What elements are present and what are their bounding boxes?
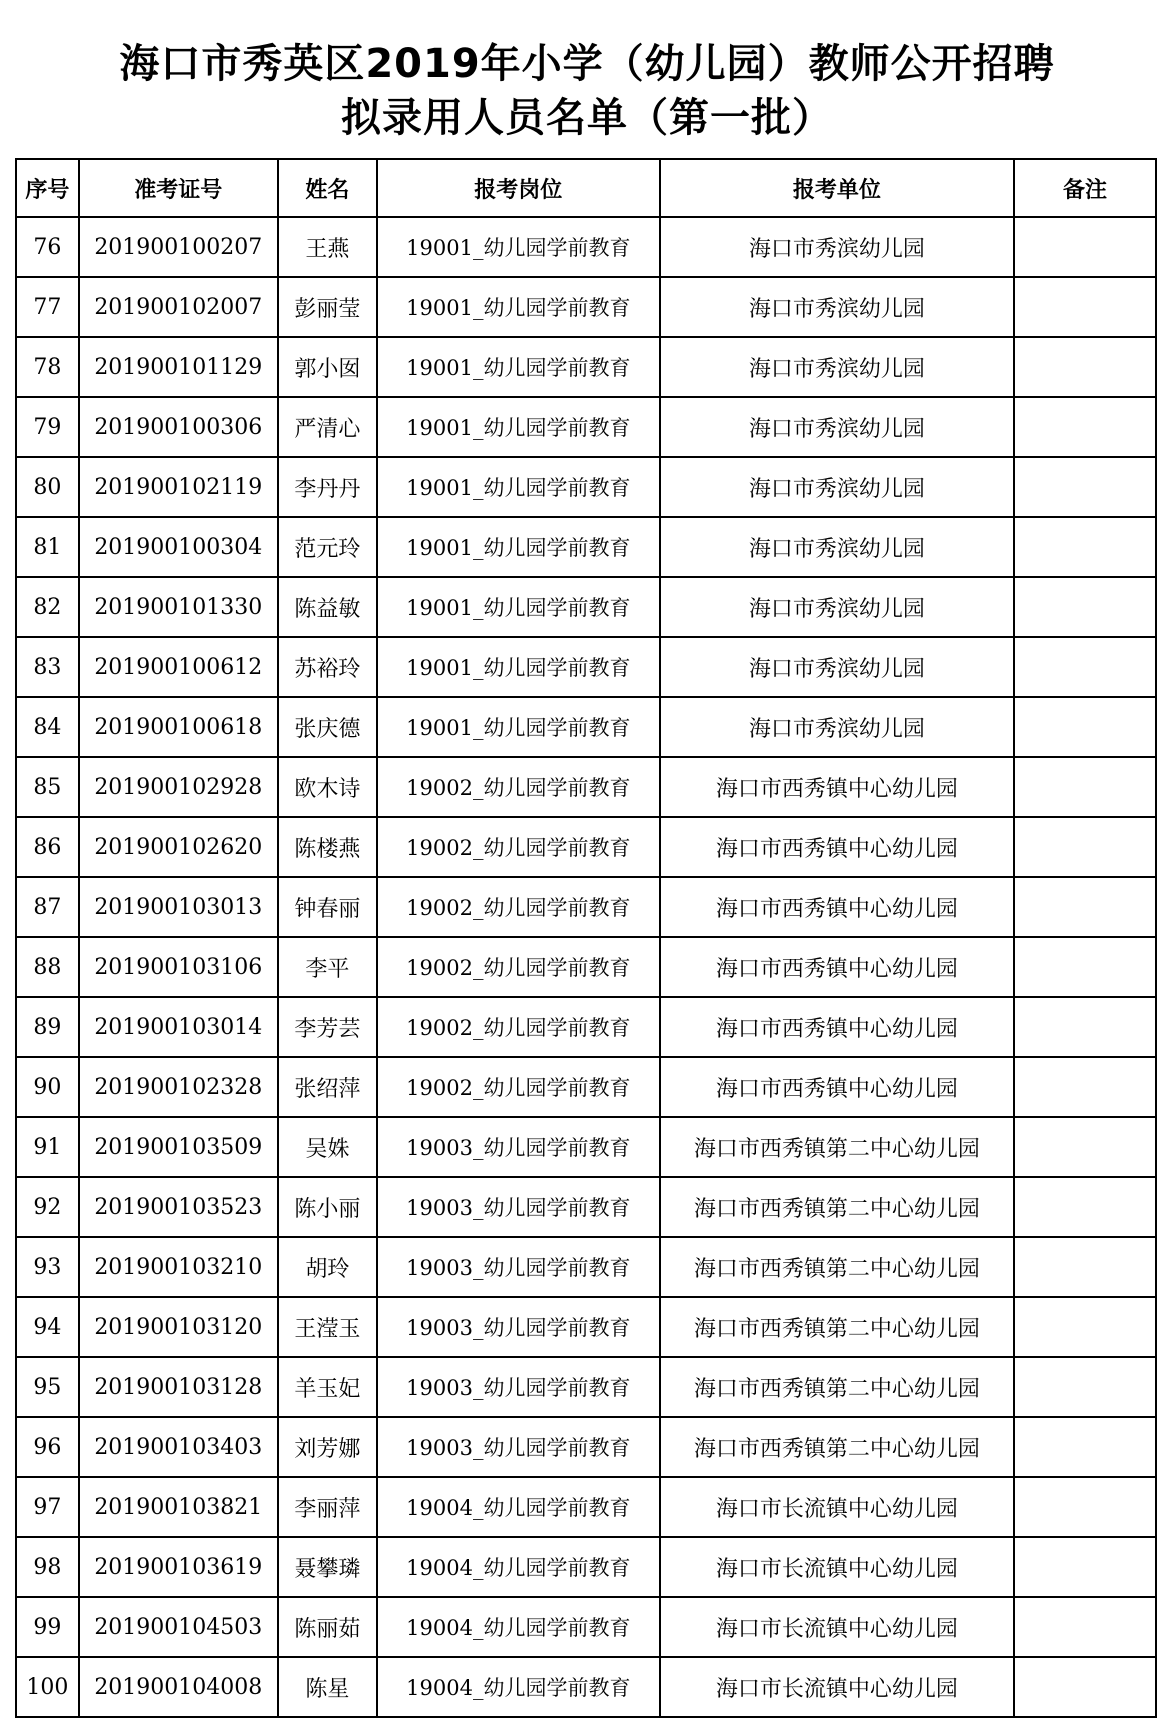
cell-unit: 海口市西秀镇中心幼儿园 [660, 757, 1014, 817]
cell-exam-id: 201900103120 [79, 1297, 278, 1357]
cell-post: 19004_幼儿园学前教育 [377, 1537, 660, 1597]
cell-serial-number: 86 [16, 817, 79, 877]
cell-note [1014, 757, 1156, 817]
table-row [16, 277, 1156, 337]
cell-exam-id: 201900103509 [79, 1117, 278, 1177]
header-note: 备注 [1014, 159, 1156, 217]
cell-name: 陈益敏 [278, 577, 377, 637]
cell-unit: 海口市西秀镇中心幼儿园 [660, 817, 1014, 877]
table-row [16, 457, 1156, 517]
cell-unit: 海口市秀滨幼儿园 [660, 577, 1014, 637]
cell-serial-number: 88 [16, 937, 79, 997]
cell-serial-number: 82 [16, 577, 79, 637]
cell-name: 苏裕玲 [278, 637, 377, 697]
cell-post: 19003_幼儿园学前教育 [377, 1237, 660, 1297]
cell-post: 19004_幼儿园学前教育 [377, 1597, 660, 1657]
cell-name: 张庆德 [278, 697, 377, 757]
cell-unit: 海口市西秀镇第二中心幼儿园 [660, 1237, 1014, 1297]
table-row [16, 337, 1156, 397]
cell-exam-id: 201900102620 [79, 817, 278, 877]
cell-unit: 海口市秀滨幼儿园 [660, 517, 1014, 577]
document-title [0, 38, 1174, 144]
header-name: 姓名 [278, 159, 377, 217]
cell-exam-id: 201900103014 [79, 997, 278, 1057]
cell-serial-number: 93 [16, 1237, 79, 1297]
cell-post: 19003_幼儿园学前教育 [377, 1177, 660, 1237]
cell-name: 王燕 [278, 217, 377, 277]
cell-name: 王滢玉 [278, 1297, 377, 1357]
cell-name: 张绍萍 [278, 1057, 377, 1117]
cell-note [1014, 457, 1156, 517]
cell-note [1014, 1117, 1156, 1177]
cell-post: 19001_幼儿园学前教育 [377, 277, 660, 337]
header-serial-number: 序号 [16, 159, 79, 217]
cell-post: 19001_幼儿园学前教育 [377, 577, 660, 637]
cell-unit: 海口市秀滨幼儿园 [660, 277, 1014, 337]
cell-serial-number: 77 [16, 277, 79, 337]
table-row [16, 1477, 1156, 1537]
title-line-2: 拟录用人员名单（第一批） [341, 95, 833, 141]
cell-unit: 海口市长流镇中心幼儿园 [660, 1537, 1014, 1597]
cell-unit: 海口市西秀镇第二中心幼儿园 [660, 1177, 1014, 1237]
cell-exam-id: 201900102119 [79, 457, 278, 517]
cell-exam-id: 201900103013 [79, 877, 278, 937]
candidate-table [15, 158, 1157, 1718]
cell-post: 19001_幼儿园学前教育 [377, 217, 660, 277]
cell-name: 范元玲 [278, 517, 377, 577]
cell-exam-id: 201900103128 [79, 1357, 278, 1417]
cell-note [1014, 517, 1156, 577]
cell-exam-id: 201900103523 [79, 1177, 278, 1237]
cell-exam-id: 201900100207 [79, 217, 278, 277]
cell-serial-number: 90 [16, 1057, 79, 1117]
cell-note [1014, 1057, 1156, 1117]
cell-note [1014, 1357, 1156, 1417]
table-row [16, 217, 1156, 277]
cell-post: 19002_幼儿园学前教育 [377, 1057, 660, 1117]
cell-unit: 海口市西秀镇第二中心幼儿园 [660, 1117, 1014, 1177]
cell-exam-id: 201900101129 [79, 337, 278, 397]
cell-note [1014, 577, 1156, 637]
table-row [16, 1357, 1156, 1417]
cell-note [1014, 1657, 1156, 1717]
cell-post: 19002_幼儿园学前教育 [377, 757, 660, 817]
table-row [16, 817, 1156, 877]
cell-note [1014, 337, 1156, 397]
cell-note [1014, 637, 1156, 697]
cell-unit: 海口市秀滨幼儿园 [660, 697, 1014, 757]
table-header-row [16, 159, 1156, 217]
cell-note [1014, 1597, 1156, 1657]
table-body [16, 217, 1156, 1717]
cell-name: 刘芳娜 [278, 1417, 377, 1477]
cell-name: 羊玉妃 [278, 1357, 377, 1417]
table-row [16, 1117, 1156, 1177]
cell-unit: 海口市秀滨幼儿园 [660, 217, 1014, 277]
cell-name: 陈星 [278, 1657, 377, 1717]
cell-unit: 海口市西秀镇中心幼儿园 [660, 1057, 1014, 1117]
cell-post: 19001_幼儿园学前教育 [377, 517, 660, 577]
cell-serial-number: 92 [16, 1177, 79, 1237]
table-row [16, 1057, 1156, 1117]
cell-unit: 海口市长流镇中心幼儿园 [660, 1477, 1014, 1537]
table-row [16, 397, 1156, 457]
cell-name: 郭小囡 [278, 337, 377, 397]
cell-name: 胡玲 [278, 1237, 377, 1297]
cell-note [1014, 1417, 1156, 1477]
cell-post: 19003_幼儿园学前教育 [377, 1417, 660, 1477]
cell-note [1014, 217, 1156, 277]
cell-exam-id: 201900103106 [79, 937, 278, 997]
table-row [16, 937, 1156, 997]
cell-name: 李平 [278, 937, 377, 997]
table-row [16, 1657, 1156, 1717]
cell-note [1014, 1237, 1156, 1297]
cell-name: 聂攀璘 [278, 1537, 377, 1597]
table-row [16, 1177, 1156, 1237]
cell-post: 19003_幼儿园学前教育 [377, 1357, 660, 1417]
table-row [16, 877, 1156, 937]
cell-serial-number: 83 [16, 637, 79, 697]
header-exam-id: 准考证号 [79, 159, 278, 217]
cell-name: 彭丽莹 [278, 277, 377, 337]
cell-exam-id: 201900102928 [79, 757, 278, 817]
title-line-1: 海口市秀英区2019年小学（幼儿园）教师公开招聘 [119, 41, 1055, 87]
cell-note [1014, 1297, 1156, 1357]
cell-serial-number: 98 [16, 1537, 79, 1597]
cell-exam-id: 201900102328 [79, 1057, 278, 1117]
table-row [16, 637, 1156, 697]
cell-unit: 海口市西秀镇第二中心幼儿园 [660, 1297, 1014, 1357]
cell-note [1014, 1537, 1156, 1597]
cell-unit: 海口市秀滨幼儿园 [660, 637, 1014, 697]
cell-unit: 海口市秀滨幼儿园 [660, 457, 1014, 517]
cell-serial-number: 76 [16, 217, 79, 277]
header-post: 报考岗位 [377, 159, 660, 217]
cell-exam-id: 201900100306 [79, 397, 278, 457]
header-unit: 报考单位 [660, 159, 1014, 217]
cell-unit: 海口市秀滨幼儿园 [660, 337, 1014, 397]
cell-name: 李丽萍 [278, 1477, 377, 1537]
cell-unit: 海口市长流镇中心幼儿园 [660, 1597, 1014, 1657]
cell-post: 19001_幼儿园学前教育 [377, 637, 660, 697]
cell-post: 19001_幼儿园学前教育 [377, 337, 660, 397]
cell-name: 陈楼燕 [278, 817, 377, 877]
cell-unit: 海口市西秀镇第二中心幼儿园 [660, 1357, 1014, 1417]
cell-note [1014, 277, 1156, 337]
table-row [16, 997, 1156, 1057]
cell-note [1014, 397, 1156, 457]
cell-unit: 海口市秀滨幼儿园 [660, 397, 1014, 457]
cell-post: 19002_幼儿园学前教育 [377, 877, 660, 937]
cell-post: 19001_幼儿园学前教育 [377, 697, 660, 757]
cell-serial-number: 85 [16, 757, 79, 817]
cell-serial-number: 78 [16, 337, 79, 397]
cell-serial-number: 94 [16, 1297, 79, 1357]
cell-post: 19004_幼儿园学前教育 [377, 1657, 660, 1717]
cell-unit: 海口市西秀镇中心幼儿园 [660, 937, 1014, 997]
cell-serial-number: 84 [16, 697, 79, 757]
table-row [16, 757, 1156, 817]
cell-post: 19002_幼儿园学前教育 [377, 997, 660, 1057]
cell-name: 陈丽茹 [278, 1597, 377, 1657]
cell-name: 钟春丽 [278, 877, 377, 937]
cell-serial-number: 87 [16, 877, 79, 937]
cell-serial-number: 80 [16, 457, 79, 517]
cell-exam-id: 201900101330 [79, 577, 278, 637]
cell-note [1014, 1477, 1156, 1537]
table-row [16, 577, 1156, 637]
cell-post: 19004_幼儿园学前教育 [377, 1477, 660, 1537]
cell-exam-id: 201900102007 [79, 277, 278, 337]
cell-exam-id: 201900103821 [79, 1477, 278, 1537]
cell-note [1014, 1177, 1156, 1237]
cell-note [1014, 697, 1156, 757]
cell-exam-id: 201900104008 [79, 1657, 278, 1717]
cell-note [1014, 997, 1156, 1057]
cell-name: 李芳芸 [278, 997, 377, 1057]
cell-post: 19003_幼儿园学前教育 [377, 1117, 660, 1177]
cell-exam-id: 201900100304 [79, 517, 278, 577]
cell-unit: 海口市西秀镇第二中心幼儿园 [660, 1417, 1014, 1477]
cell-exam-id: 201900103210 [79, 1237, 278, 1297]
cell-post: 19002_幼儿园学前教育 [377, 817, 660, 877]
cell-unit: 海口市长流镇中心幼儿园 [660, 1657, 1014, 1717]
table-row [16, 517, 1156, 577]
cell-note [1014, 877, 1156, 937]
table-row [16, 1297, 1156, 1357]
cell-serial-number: 81 [16, 517, 79, 577]
cell-serial-number: 97 [16, 1477, 79, 1537]
table-row [16, 697, 1156, 757]
cell-serial-number: 100 [16, 1657, 79, 1717]
table-row [16, 1597, 1156, 1657]
table-row [16, 1537, 1156, 1597]
cell-post: 19003_幼儿园学前教育 [377, 1297, 660, 1357]
cell-name: 吴姝 [278, 1117, 377, 1177]
cell-serial-number: 89 [16, 997, 79, 1057]
cell-post: 19001_幼儿园学前教育 [377, 457, 660, 517]
cell-note [1014, 937, 1156, 997]
cell-unit: 海口市西秀镇中心幼儿园 [660, 877, 1014, 937]
cell-unit: 海口市西秀镇中心幼儿园 [660, 997, 1014, 1057]
cell-post: 19002_幼儿园学前教育 [377, 937, 660, 997]
cell-serial-number: 91 [16, 1117, 79, 1177]
table-row [16, 1237, 1156, 1297]
cell-serial-number: 99 [16, 1597, 79, 1657]
cell-exam-id: 201900104503 [79, 1597, 278, 1657]
table-row [16, 1417, 1156, 1477]
cell-exam-id: 201900103619 [79, 1537, 278, 1597]
cell-exam-id: 201900103403 [79, 1417, 278, 1477]
cell-serial-number: 95 [16, 1357, 79, 1417]
cell-serial-number: 96 [16, 1417, 79, 1477]
cell-exam-id: 201900100618 [79, 697, 278, 757]
cell-name: 严清心 [278, 397, 377, 457]
cell-serial-number: 79 [16, 397, 79, 457]
cell-name: 陈小丽 [278, 1177, 377, 1237]
cell-note [1014, 817, 1156, 877]
cell-exam-id: 201900100612 [79, 637, 278, 697]
cell-name: 李丹丹 [278, 457, 377, 517]
cell-name: 欧木诗 [278, 757, 377, 817]
cell-post: 19001_幼儿园学前教育 [377, 397, 660, 457]
